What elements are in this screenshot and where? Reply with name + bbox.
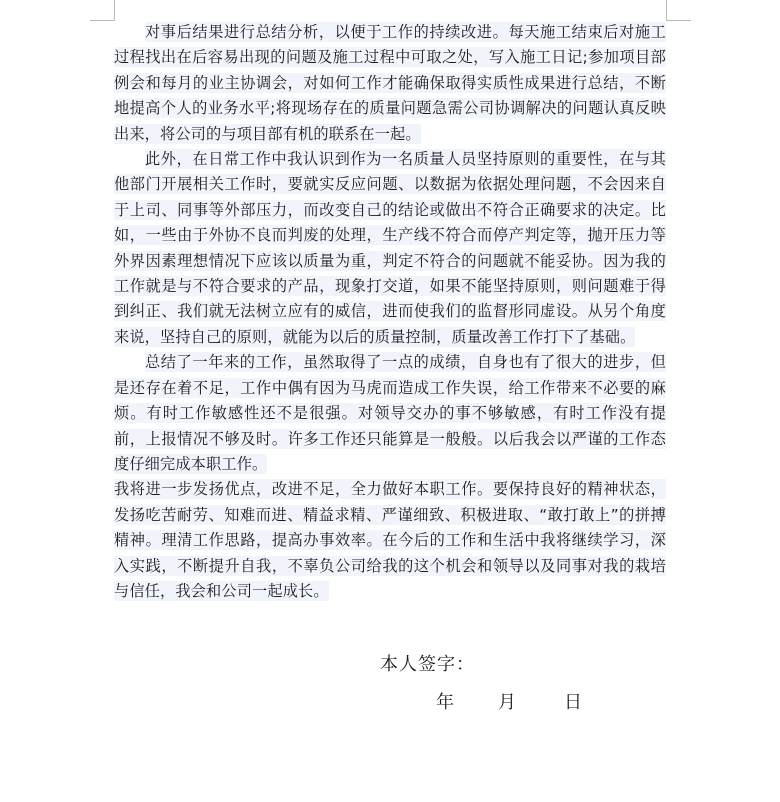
signature-label: 本人签字： <box>380 654 475 675</box>
paragraph-2 <box>114 147 666 350</box>
paragraph-3-text: 总结了一年来的工作，虽然取得了一点的成绩，自身也有了很大的进步，但是还存在着不足，工作中偶有因为马虎而造成工作失误，给工作带来不必要的麻烦。有时工作敏感性还不是很强。对领导交办的事不够敏感，有时工作没有提前，上报情况不够及时。许多工作还只能算是一般般。以后我会以严谨的工作态度仔细完成本职工作。 <box>114 353 666 473</box>
page-corner-mark-left <box>90 0 115 21</box>
paragraph-4-text: 我将进一步发扬优点，改进不足，全力做好本职工作。要保持良好的精神状态，发扬吃苦耐劳、知难而进、精益求精、严谨细致、积极进取、“敢打敢上”的拼搏精神。理清工作思路，提高办事效率。在今后的工作和生活中我将继续学习，深入实践，不断提升自我，不辜负公司给我的这个机会和领导以及同事对我的栽培与信任，我会和公司一起成长。 <box>114 480 666 600</box>
paragraph-1 <box>114 20 666 147</box>
page-corner-mark-right <box>666 0 691 21</box>
date-year-label: 年 <box>436 692 454 713</box>
date-month-label: 月 <box>498 692 516 713</box>
paragraph-1-text: 对事后结果进行总结分析，以便于工作的持续改进。每天施工结束后对施工过程找出在后容易出现的问题及施工过程中可取之处，写入施工日记;参加项目部例会和每月的业主协调会，对如何工作才能确保取得实质性成果进行总结，不断地提高个人的业务水平;将现场存在的质量问题急需公司协调解决的问题认真反映出来，将公司的与项目部有机的联系在一起。 <box>114 23 666 143</box>
paragraph-3 <box>114 350 666 477</box>
document-body <box>114 20 666 604</box>
paragraph-4 <box>114 477 666 604</box>
paragraph-2-text: 此外，在日常工作中我认识到作为一名质量人员坚持原则的重要性，在与其他部门开展相关工作时，要就实反应问题、以数据为依据处理问题，不会因来自于上司、同事等外部压力，而改变自己的结论或做出不符合正确要求的决定。比如，一些由于外协不良而判废的处理，生产线不符合而停产判定等，抛开压力等外界因素理想情况下应该以质量为重，判定不符合的问题就不能妥协。因为我的工作就是与不符合要求的产品，现象打交道，如果不能坚持原则，则问题难于得到纠正、我们就无法树立应有的威信，进而使我们的监督形同虚设。从另个角度来说，坚持自己的原则，就能为以后的质量控制，质量改善工作打下了基础。 <box>114 150 666 346</box>
date-day-label: 日 <box>564 692 582 713</box>
